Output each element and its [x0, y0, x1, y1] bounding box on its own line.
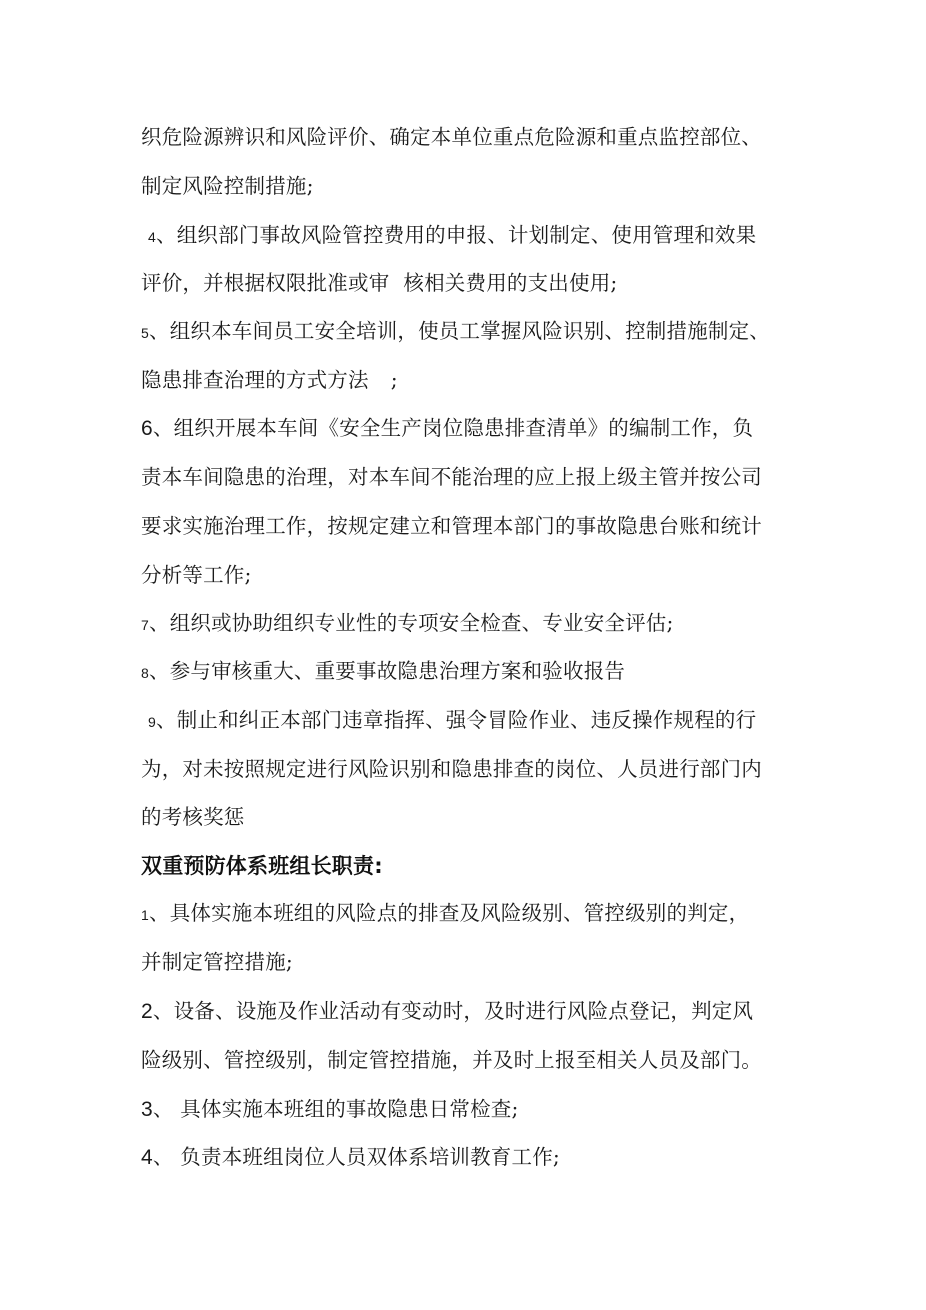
paragraph-7-number: 7: [141, 617, 149, 633]
paragraph-5-text: 、组织本车间员工安全培训，使员工掌握风险识别、控制措施制定、: [149, 319, 770, 343]
paragraph-9-number: 9: [148, 714, 156, 730]
paragraph-9-line-2: 为，对未按照规定进行风险识别和隐患排查的岗位、人员进行部门内: [141, 757, 762, 781]
team-item-3-number: 3: [141, 1098, 153, 1121]
paragraph-6-number: 6: [141, 417, 153, 440]
paragraph-6-line-3: 要求实施治理工作，按规定建立和管理本部门的事故隐患台账和统计: [141, 514, 762, 538]
team-item-4-text: 、 负责本班组岗位人员双体系培训教育工作;: [152, 1145, 561, 1169]
paragraph-9-line-3: 的考核奖惩: [141, 805, 245, 829]
paragraph-3-line-2: 制定风险控制措施;: [141, 174, 314, 198]
team-item-1-line-1: [141, 898, 801, 930]
team-item-3-text: 、 具体实施本班组的事故隐患日常检查;: [152, 1097, 519, 1121]
paragraph-9-line-1: [141, 705, 801, 737]
paragraph-6-line-4: 分析等工作;: [141, 563, 252, 587]
paragraph-7-text: 、组织或协助组织专业性的专项安全检查、专业安全评估;: [149, 611, 674, 635]
team-item-2-line-1: [141, 996, 801, 1027]
paragraph-4-text-a: 评价，并根据权限批准或审: [141, 271, 390, 295]
paragraph-4-text: 、组织部门事故风险管控费用的申报、计划制定、使用管理和效果: [156, 223, 757, 247]
team-item-4-number: 4: [141, 1146, 153, 1169]
paragraph-4-line-2: [141, 268, 801, 298]
paragraph-8-line-1: [141, 656, 801, 688]
paragraph-4-number: 4: [148, 229, 156, 245]
team-item-3-line-1: [141, 1094, 801, 1125]
team-item-2-text: 、设备、设施及作业活动有变动时，及时进行风险点登记，判定风: [152, 999, 754, 1023]
paragraph-5-line-2: [141, 365, 801, 395]
paragraph-7-line-1: [141, 608, 801, 640]
paragraph-5-text-b: ;: [390, 368, 398, 392]
paragraph-5-line-1: [141, 316, 801, 348]
paragraph-8-number: 8: [141, 665, 149, 681]
paragraph-6-text: 、组织开展本车间《安全生产岗位隐患排查清单》的编制工作，负: [152, 416, 754, 440]
paragraph-5-text-a: 隐患排查治理的方式方法: [141, 368, 369, 392]
team-item-1-text: 、具体实施本班组的风险点的排查及风险级别、管控级别的判定，: [149, 901, 750, 925]
team-item-2-number: 2: [141, 1000, 153, 1023]
paragraph-4-text-b: 核相关费用的支出使用;: [403, 271, 618, 295]
team-item-4-line-1: [141, 1142, 801, 1173]
team-item-1-line-2: 并制定管控措施;: [141, 950, 294, 974]
team-item-1-number: 1: [141, 907, 149, 923]
section-heading: 双重预防体系班组长职责:: [141, 854, 383, 878]
paragraph-6-line-2: 责本车间隐患的治理，对本车间不能治理的应上报上级主管并按公司: [141, 465, 762, 489]
paragraph-5-number: 5: [141, 325, 149, 341]
team-item-2-line-2: 险级别、管控级别，制定管控措施，并及时上报至相关人员及部门。: [141, 1048, 762, 1072]
paragraph-3-line-1: 织危险源辨识和风险评价、确定本单位重点危险源和重点监控部位、: [141, 125, 762, 149]
paragraph-4-line-1: [141, 220, 801, 252]
paragraph-6-line-1: [141, 413, 801, 444]
paragraph-8-text: 、参与审核重大、重要事故隐患治理方案和验收报告: [149, 659, 626, 683]
paragraph-9-text: 、制止和纠正本部门违章指挥、强令冒险作业、违反操作规程的行: [156, 708, 757, 732]
